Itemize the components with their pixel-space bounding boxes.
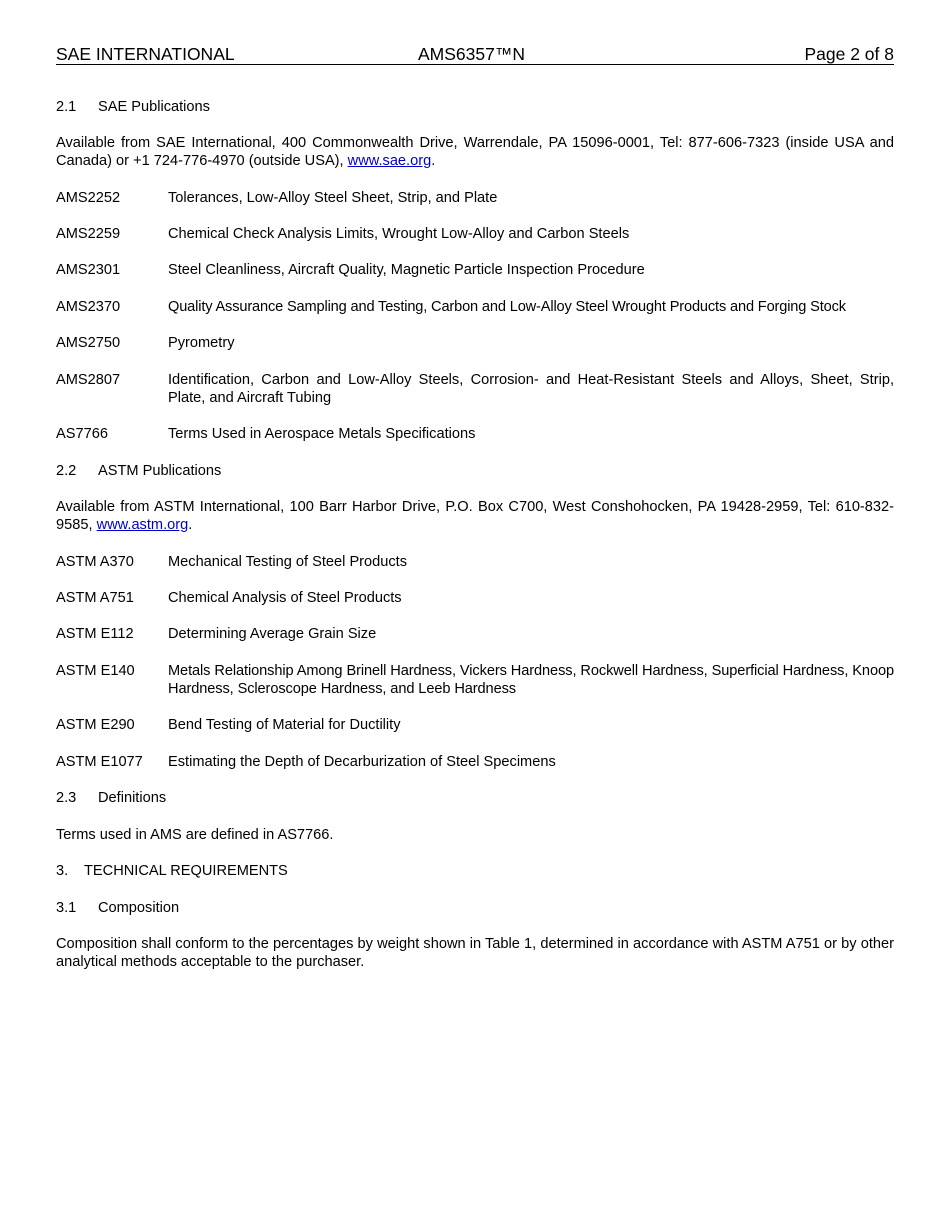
reference-row	[56, 371, 894, 407]
reference-row	[56, 334, 894, 352]
section-2-2-heading	[56, 462, 894, 480]
reference-row	[56, 225, 894, 243]
reference-code: AMS2252	[56, 190, 121, 206]
section-title: ASTM Publications	[98, 463, 222, 479]
sae-website-link[interactable]: www.sae.org	[347, 153, 432, 169]
header-org: SAE INTERNATIONAL	[56, 44, 235, 64]
reference-row	[56, 553, 894, 571]
reference-title: Chemical Analysis of Steel Products	[168, 590, 402, 606]
reference-row	[56, 589, 894, 607]
reference-title: Bend Testing of Material for Ductility	[168, 717, 401, 733]
reference-code: AS7766	[56, 426, 108, 442]
astm-website-link[interactable]: www.astm.org	[96, 517, 189, 533]
section-2-1-availability	[56, 134, 894, 170]
section-2-3-heading	[56, 789, 894, 807]
section-number: 3.1	[56, 900, 77, 916]
header-page-number: Page 2 of 8	[804, 44, 894, 64]
section-3-1-heading	[56, 899, 894, 917]
reference-title: Estimating the Depth of Decarburization of Steel Specimens	[168, 754, 556, 770]
reference-code: AMS2370	[56, 299, 121, 315]
reference-title: Determining Average Grain Size	[168, 626, 377, 642]
reference-code: AMS2807	[56, 372, 121, 388]
reference-row	[56, 298, 894, 316]
section-title: Definitions	[98, 790, 167, 806]
reference-title: Mechanical Testing of Steel Products	[168, 554, 408, 570]
reference-row	[56, 625, 894, 643]
reference-title: Terms Used in Aerospace Metals Specifications	[168, 426, 476, 442]
reference-title: Chemical Check Analysis Limits, Wrought Low-Alloy and Carbon Steels	[168, 226, 630, 242]
availability-text: Available from SAE International, 400 Commonwealth Drive, Warrendale, PA 15096-0001, Tel: 877-606-7323 (inside USA and Canada) or +1 724-776-4970 (outside USA),	[56, 135, 894, 169]
reference-title: Identification, Carbon and Low-Alloy Steels, Corrosion- and Heat-Resistant Steels and Alloys, Sheet, Strip, Plate, and Aircraft Tubing	[168, 372, 894, 406]
reference-row	[56, 425, 894, 443]
reference-row	[56, 753, 894, 771]
reference-row	[56, 261, 894, 279]
reference-code: ASTM E112	[56, 626, 134, 642]
availability-text: Available from ASTM International, 100 Barr Harbor Drive, P.O. Box C700, West Conshohocken, PA 19428-2959, Tel: 610-832-9585,	[56, 499, 894, 533]
section-2-1-heading	[56, 98, 894, 116]
section-title: Composition	[98, 900, 180, 916]
link-suffix: .	[431, 153, 436, 169]
reference-code: AMS2301	[56, 262, 121, 278]
reference-title: Pyrometry	[168, 335, 235, 351]
section-3-1-text: Composition shall conform to the percentages by weight shown in Table 1, determined in accordance with ASTM A751 or by other analytical methods acceptable to the purchaser.	[56, 936, 894, 970]
section-title: TECHNICAL REQUIREMENTS	[84, 863, 288, 879]
reference-row	[56, 716, 894, 734]
section-number: 2.3	[56, 790, 77, 806]
header-doc-id: AMS6357™N	[418, 44, 525, 64]
section-title: SAE Publications	[98, 99, 210, 115]
reference-code: ASTM E140	[56, 663, 135, 679]
reference-title: Tolerances, Low-Alloy Steel Sheet, Strip, and Plate	[168, 190, 498, 206]
reference-title: Metals Relationship Among Brinell Hardness, Vickers Hardness, Rockwell Hardness, Superficial Hardness, Knoop Hardness, Scleroscope Hardness, and Leeb Hardness	[168, 663, 894, 697]
section-2-2-availability	[56, 498, 894, 534]
section-2-3-text: Terms used in AMS are defined in AS7766.	[56, 827, 334, 843]
reference-code: ASTM A370	[56, 554, 134, 570]
reference-row	[56, 662, 894, 698]
reference-title: Quality Assurance Sampling and Testing, Carbon and Low-Alloy Steel Wrought Products and Forging Stock	[168, 299, 846, 315]
reference-title: Steel Cleanliness, Aircraft Quality, Magnetic Particle Inspection Procedure	[168, 262, 645, 278]
reference-code: AMS2750	[56, 335, 121, 351]
link-suffix: .	[188, 517, 193, 533]
reference-code: ASTM E1077	[56, 754, 143, 770]
reference-code: ASTM E290	[56, 717, 135, 733]
reference-row	[56, 189, 894, 207]
section-number: 3.	[56, 863, 69, 879]
section-number: 2.2	[56, 463, 77, 479]
section-number: 2.1	[56, 99, 77, 115]
page-header	[56, 44, 894, 65]
reference-code: AMS2259	[56, 226, 121, 242]
reference-code: ASTM A751	[56, 590, 134, 606]
section-3-heading	[56, 862, 894, 880]
